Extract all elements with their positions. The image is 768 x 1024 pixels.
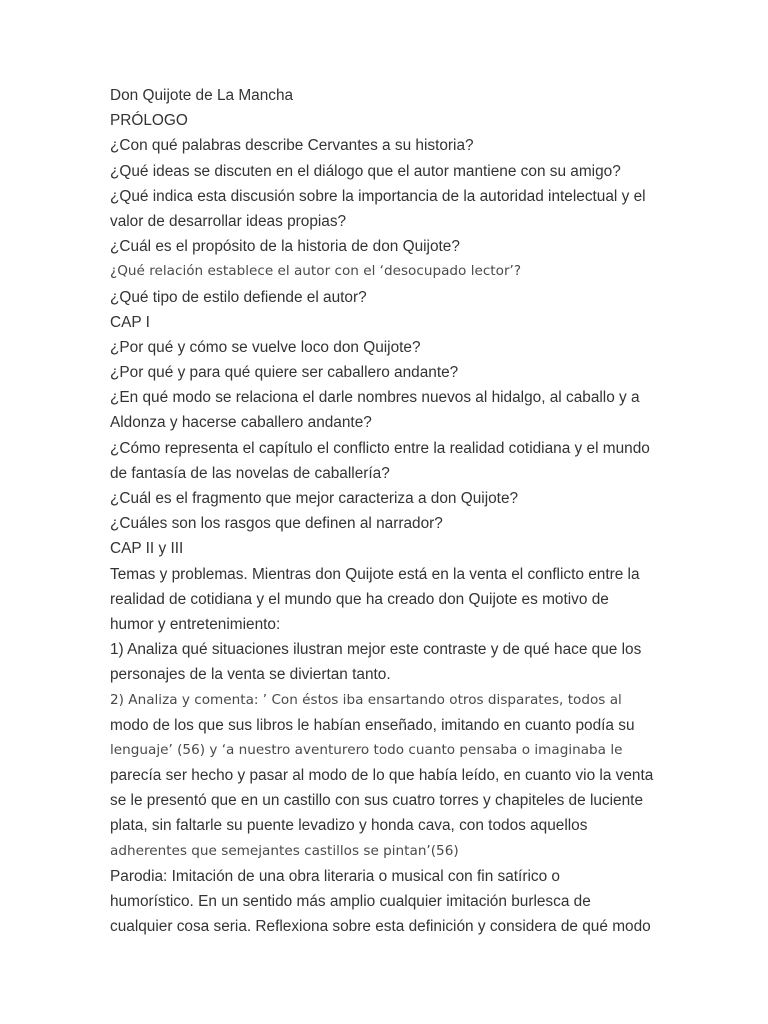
section-heading-cap-2-3: CAP II y III (110, 540, 184, 558)
question-line: ¿Cuál es el fragmento que mejor caracteriza a don Quijote? (110, 490, 519, 507)
section-heading-prologo: PRÓLOGO (110, 112, 188, 130)
paragraph-line: cualquier cosa seria. Reflexiona sobre esta definición y considera de qué modo (110, 918, 651, 936)
paragraph-line: adherentes que semejantes castillos se pintan’(56) (110, 842, 459, 859)
paragraph-line: Parodia: Imitación de una obra literaria o musical con fin satírico o (110, 867, 560, 885)
paragraph-line: humor y entretenimiento: (110, 615, 281, 633)
question-line: ¿Qué relación establece el autor con el ‘desocupado lector’? (110, 263, 522, 280)
question-line: ¿Cuál es el propósito de la historia de don Quijote? (110, 238, 460, 256)
question-line: ¿Con qué palabras describe Cervantes a su historia? (110, 137, 474, 155)
paragraph-line: personajes de la venta se diviertan tanto. (110, 666, 391, 684)
question-line: ¿Qué tipo de estilo defiende el autor? (110, 288, 367, 306)
paragraph-line: humorístico. En un sentido más amplio cualquier imitación burlesca de (110, 893, 591, 910)
paragraph-line: Temas y problemas. Mientras don Quijote está en la venta el conflicto entre la (110, 565, 640, 583)
paragraph-line: 1) Analiza qué situaciones ilustran mejor este contraste y de qué hace que los (110, 641, 642, 659)
question-line: ¿Qué indica esta discusión sobre la importancia de la autoridad intelectual y el (110, 187, 646, 205)
document-body (110, 83, 670, 939)
question-line: ¿Por qué y cómo se vuelve loco don Quijote? (110, 338, 421, 356)
document-title: Don Quijote de La Mancha (110, 87, 294, 104)
question-line: ¿Qué ideas se discuten en el diálogo que el autor mantiene con su amigo? (110, 162, 621, 180)
paragraph-line: realidad de cotidiana y el mundo que ha creado don Quijote es motivo de (110, 590, 609, 608)
question-line: valor de desarrollar ideas propias? (110, 212, 347, 230)
paragraph-line: plata, sin faltarle su puente levadizo y honda cava, con todos aquellos (110, 817, 588, 835)
question-line: ¿Por qué y para qué quiere ser caballero andante? (110, 364, 459, 382)
question-line: Aldonza y hacerse caballero andante? (110, 414, 372, 432)
paragraph-line: se le presentó que en un castillo con sus cuatro torres y chapiteles de luciente (110, 792, 643, 810)
question-line: de fantasía de las novelas de caballería? (110, 464, 390, 482)
paragraph-line: 2) Analiza y comenta: ’ Con éstos iba ensartando otros disparates, todos al (110, 691, 622, 708)
question-line: ¿Cuáles son los rasgos que definen al narrador? (110, 515, 443, 533)
section-heading-cap-1: CAP I (110, 313, 150, 331)
question-line: ¿Cómo representa el capítulo el conflicto entre la realidad cotidiana y el mundo (110, 439, 650, 457)
paragraph-line: parecía ser hecho y pasar al modo de lo que había leído, en cuanto vio la venta (110, 767, 654, 785)
paragraph-line: modo de los que sus libros le habían enseñado, imitando en cuanto podía su (110, 716, 635, 734)
question-line: ¿En qué modo se relaciona el darle nombres nuevos al hidalgo, al caballo y a (110, 389, 640, 407)
paragraph-line: lenguaje’ (56) y ‘a nuestro aventurero todo cuanto pensaba o imaginaba le (110, 741, 623, 758)
